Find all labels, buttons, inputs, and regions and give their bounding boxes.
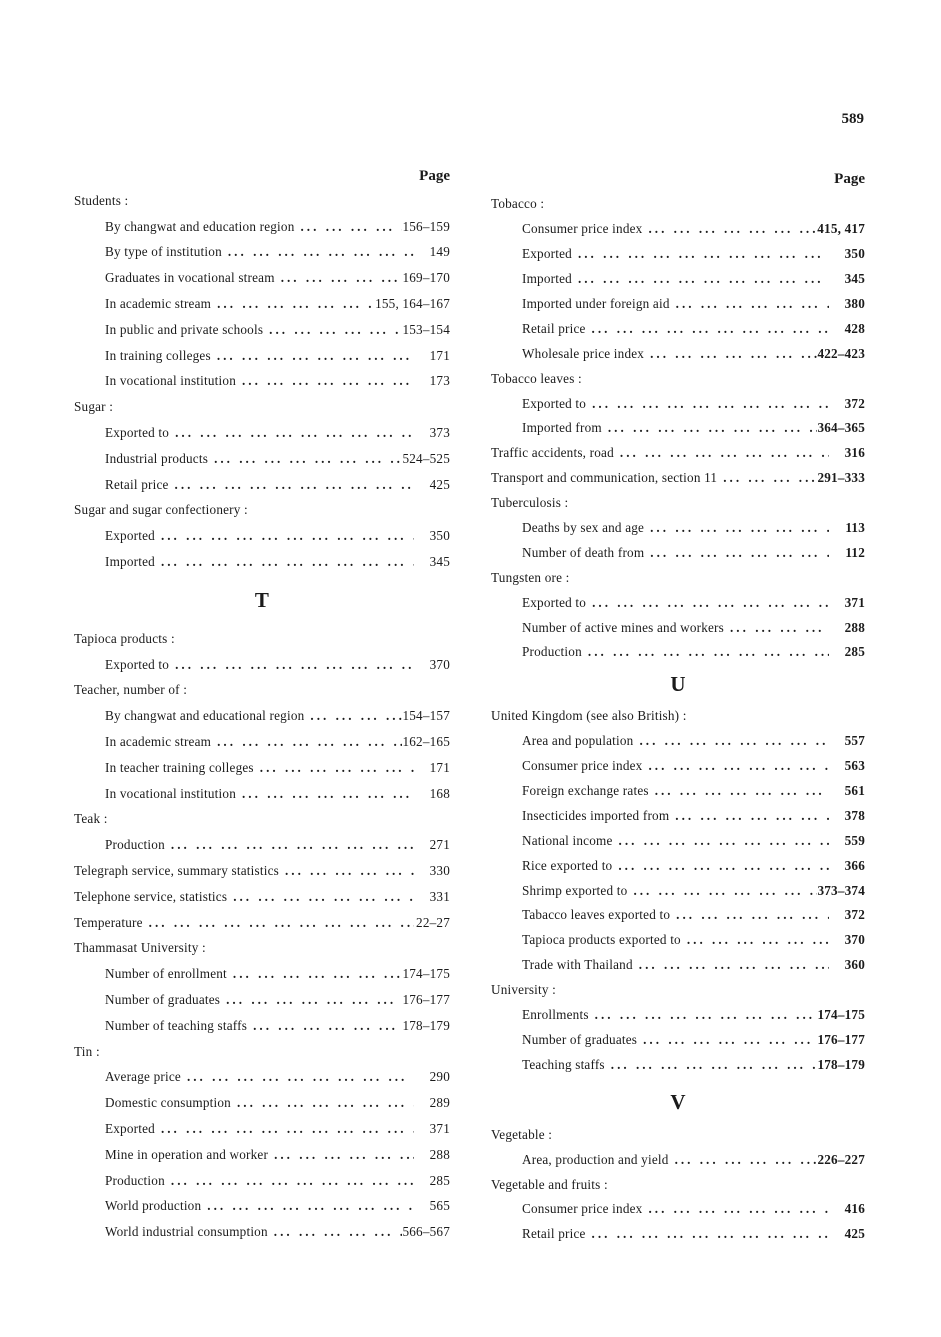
page-reference: 162–165 (402, 734, 450, 750)
entry-text: Exported to (522, 395, 587, 411)
leader-dots (227, 889, 414, 905)
leader-dots (644, 346, 817, 362)
entry-text: Number of death from (522, 544, 645, 560)
entry-text: Number of graduates (105, 992, 221, 1007)
entry-text: Production (105, 1172, 165, 1188)
page-reference: 524–525 (402, 450, 450, 466)
entry-text: Retail price (522, 1226, 586, 1242)
entry-text: Teak : (74, 811, 108, 827)
index-subentry (491, 878, 865, 903)
page-reference: 156–159 (402, 218, 450, 234)
index-subentry (74, 755, 450, 781)
index-subentry (491, 754, 865, 779)
entry-text: Exported (105, 528, 155, 544)
leader-dots (612, 858, 829, 874)
entry-text: Consumer price index (522, 221, 643, 237)
entry-text: Tin : (74, 1043, 100, 1059)
section-letter: V (670, 1090, 686, 1115)
page-reference: 176–177 (817, 1031, 865, 1047)
leader-dots (642, 758, 829, 774)
entry-text: Consumer price index (522, 1201, 643, 1217)
index-heading (74, 807, 450, 833)
leader-dots (572, 271, 829, 287)
page-reference: 373 (429, 425, 450, 441)
page-reference: 561 (844, 783, 865, 799)
leader-dots (586, 595, 829, 611)
entry-text: United Kingdom (see also British) : (491, 708, 687, 724)
page-reference: 176–177 (402, 992, 450, 1007)
page-reference: 557 (844, 733, 865, 749)
page-reference: 171 (429, 759, 450, 775)
entry-text: Mine in operation and worker (105, 1146, 269, 1162)
page-reference: 371 (844, 594, 865, 610)
index-subentry (74, 1142, 450, 1168)
index-heading (491, 192, 865, 217)
index-subentry (74, 781, 450, 807)
leader-dots (670, 907, 829, 923)
leader-dots (586, 396, 829, 412)
leader-dots (263, 322, 402, 338)
entry-text: Shrimp exported to (522, 882, 628, 898)
page-reference: 291–333 (817, 470, 865, 486)
page-reference: 416 (844, 1201, 865, 1217)
page-reference: 174–175 (402, 966, 450, 982)
leader-dots (613, 833, 829, 849)
leader-dots (165, 837, 414, 853)
leader-dots (268, 1147, 414, 1163)
entry-text: Vegetable and fruits : (491, 1176, 608, 1192)
page-reference: 178–179 (817, 1056, 865, 1072)
page-reference: 345 (429, 554, 450, 570)
entry-text: Exported (105, 1120, 155, 1136)
entry-text: Students : (74, 192, 129, 208)
index-subentry (491, 540, 865, 565)
index-subentry (74, 291, 450, 317)
index-subentry (491, 640, 865, 665)
entry-text: In vocational institution (105, 373, 236, 389)
leader-dots (254, 760, 414, 776)
entry-text: Teacher, number of : (74, 682, 188, 698)
leader-dots (614, 445, 829, 461)
page-reference: 331 (429, 888, 450, 904)
page-reference: 380 (844, 296, 865, 311)
leader-dots (181, 1069, 414, 1085)
index-subentry (74, 446, 450, 472)
page-reference: 428 (844, 320, 865, 336)
index-subentry (74, 523, 450, 549)
index-subentry (491, 828, 865, 853)
leader-dots (295, 219, 403, 235)
entry-text: Imported from (522, 420, 602, 436)
index-subentry (491, 341, 865, 366)
leader-dots (231, 1095, 414, 1111)
entry-text: By type of institution (105, 244, 222, 260)
entry-text: Trade with Thailand (522, 957, 633, 973)
index-subentry (74, 265, 450, 291)
index-heading (74, 678, 450, 704)
entry-text: Retail price (105, 476, 169, 492)
index-subentry (491, 1147, 865, 1172)
page-reference: 173 (429, 373, 450, 389)
page-reference: 174–175 (817, 1007, 865, 1023)
index-subentry (491, 803, 865, 828)
page-reference: 171 (429, 347, 450, 363)
index-subentry (74, 420, 450, 446)
index-subentry (74, 214, 450, 240)
entry-text: Retail price (522, 320, 586, 336)
entry-text: Temperature (74, 914, 143, 930)
entry-text: Number of teaching staffs (105, 1017, 248, 1033)
index-heading (74, 936, 450, 962)
leader-dots (633, 733, 829, 749)
entry-text: In public and private schools (105, 321, 264, 337)
leader-dots (572, 246, 829, 262)
leader-dots (717, 470, 817, 486)
leader-dots (211, 348, 414, 364)
entry-text: World industrial consumption (105, 1224, 268, 1240)
entry-text: Tapioca products : (74, 630, 175, 646)
entry-text: Foreign exchange rates (522, 783, 649, 799)
page-reference: 371 (429, 1120, 450, 1136)
section-letter: U (670, 671, 686, 696)
entry-text: Exported (522, 246, 572, 262)
page-reference: 153–154 (402, 321, 450, 337)
index-subentry (491, 615, 865, 640)
index-heading (491, 565, 865, 590)
index-subentry (74, 1193, 450, 1219)
leader-dots (586, 321, 829, 337)
page-reference: 370 (844, 932, 865, 948)
entry-text: By changwat and educational region (105, 708, 305, 724)
leader-dots (220, 992, 402, 1008)
index-heading (491, 441, 865, 466)
index-heading (74, 498, 450, 524)
page-number: 589 (841, 111, 864, 127)
index-subentry (74, 369, 450, 395)
index-entries (74, 188, 450, 1245)
leader-dots (589, 1007, 818, 1023)
index-subentry (74, 240, 450, 266)
leader-dots (642, 1201, 829, 1217)
entry-text: In academic stream (105, 734, 212, 750)
page-reference: 330 (429, 863, 450, 879)
leader-dots (236, 786, 414, 802)
leader-dots (155, 554, 414, 570)
index-subentry (491, 1028, 865, 1053)
entry-text: University : (491, 982, 557, 998)
page-reference: 288 (844, 619, 865, 635)
leader-dots (169, 477, 414, 493)
leader-dots (201, 1198, 414, 1214)
leader-dots (211, 296, 375, 312)
entry-text: Wholesale price index (522, 345, 645, 361)
index-subentry (74, 652, 450, 678)
index-subentry (74, 703, 450, 729)
entry-text: Consumer price index (522, 758, 643, 774)
leader-dots (681, 932, 829, 948)
page-reference: 415, 417 (817, 221, 865, 237)
index-subentry (491, 1052, 865, 1077)
leader-dots (211, 734, 402, 750)
leader-dots (304, 708, 402, 724)
page-reference: 350 (429, 528, 450, 544)
leader-dots (670, 296, 829, 312)
page-reference: 425 (844, 1226, 865, 1242)
page-reference: 422–423 (817, 345, 865, 361)
leader-dots (165, 1173, 414, 1189)
leader-dots (247, 1018, 402, 1034)
index-subentry (491, 903, 865, 928)
page-reference: 289 (429, 1095, 450, 1111)
index-heading (74, 626, 450, 652)
index-subentry (74, 549, 450, 575)
entry-text: Tuberculosis : (491, 495, 569, 511)
leader-dots (724, 620, 829, 636)
leader-dots (642, 221, 817, 237)
entry-text: Graduates in vocational stream (105, 270, 275, 286)
page-reference: 566–567 (402, 1224, 450, 1240)
entry-text: Production (105, 837, 165, 853)
index-heading (491, 978, 865, 1003)
entry-text: In academic stream (105, 296, 212, 312)
index-subentry (74, 832, 450, 858)
entry-text: Average price (105, 1069, 181, 1085)
index-subentry (491, 416, 865, 441)
leader-dots (268, 1224, 403, 1240)
index-subentry (491, 590, 865, 615)
leader-dots (169, 657, 414, 673)
leader-dots (227, 966, 403, 982)
index-heading (74, 188, 450, 214)
entry-text: Domestic consumption (105, 1095, 231, 1111)
leader-dots (169, 425, 414, 441)
page-reference: 168 (429, 785, 450, 801)
entry-text: Tobacco leaves : (491, 370, 582, 386)
page-reference: 563 (844, 758, 865, 774)
page-reference: 345 (844, 271, 865, 287)
page-reference: 149 (429, 244, 450, 260)
leader-dots (208, 451, 402, 467)
index-heading (74, 910, 450, 936)
entry-text: Industrial products (105, 450, 209, 466)
index-subentry (74, 1065, 450, 1091)
page-column-label: Page (419, 168, 450, 184)
page-reference: 154–157 (402, 708, 450, 724)
entry-text: Exported to (105, 425, 170, 441)
entry-text: By changwat and education region (105, 218, 295, 234)
entry-text: In teacher training colleges (105, 759, 254, 775)
leader-dots (637, 1032, 817, 1048)
index-subentry (74, 1013, 450, 1039)
leader-dots (586, 1226, 829, 1242)
index-subentry (74, 472, 450, 498)
entry-text: Deaths by sex and age (522, 520, 645, 536)
index-heading (74, 394, 450, 420)
leader-dots (155, 528, 414, 544)
index-subentry (491, 779, 865, 804)
leader-dots (275, 270, 403, 286)
index-subentry (491, 316, 865, 341)
page-reference: 372 (844, 907, 865, 923)
leader-dots (582, 644, 829, 660)
entry-text: Number of graduates (522, 1031, 638, 1047)
page-reference: 271 (429, 837, 450, 853)
index-subentry (491, 292, 865, 317)
index-heading (74, 884, 450, 910)
index-heading (491, 466, 865, 491)
index-subentry (491, 853, 865, 878)
page-reference: 22–27 (416, 914, 450, 930)
entry-text: In vocational institution (105, 785, 236, 801)
index-subentry (491, 953, 865, 978)
entry-text: Teaching staffs (522, 1056, 605, 1072)
index-subentry (491, 391, 865, 416)
page-reference: 350 (844, 246, 865, 262)
leader-dots (143, 915, 414, 931)
leader-dots (279, 863, 414, 879)
leader-dots (155, 1121, 414, 1137)
page-reference: 565 (429, 1198, 450, 1214)
leader-dots (602, 420, 818, 436)
index-subentry (74, 343, 450, 369)
entry-text: Area and population (522, 733, 634, 749)
index-subentry (491, 1003, 865, 1028)
page-reference: 112 (845, 544, 865, 560)
page-reference: 290 (429, 1069, 450, 1085)
entry-text: World production (105, 1198, 202, 1214)
entry-text: Enrollments (522, 1007, 589, 1023)
index-heading (491, 366, 865, 391)
index-heading (491, 704, 865, 729)
index-subentry (491, 1222, 865, 1247)
index-heading (491, 491, 865, 516)
index-subentry (74, 1168, 450, 1194)
entry-text: Tungsten ore : (491, 569, 570, 585)
index-subentry (74, 1116, 450, 1142)
leader-dots (627, 883, 817, 899)
entry-text: Insecticides imported from (522, 807, 670, 823)
entry-text: Exported to (522, 594, 587, 610)
index-subentry (491, 516, 865, 541)
entry-text: Imported (105, 554, 155, 570)
entry-text: Telegraph service, summary statistics (74, 863, 279, 879)
leader-dots (649, 783, 829, 799)
entry-text: Imported under foreign aid (522, 296, 670, 311)
page-reference: 226–227 (817, 1151, 865, 1167)
page-reference: 559 (844, 832, 865, 848)
page-reference: 288 (429, 1146, 450, 1162)
leader-dots (644, 520, 829, 536)
page-reference: 113 (845, 520, 865, 536)
index-subentry (491, 217, 865, 242)
index-subentry (491, 729, 865, 754)
index-subentry (74, 961, 450, 987)
index-heading (74, 858, 450, 884)
page-reference: 364–365 (817, 420, 865, 436)
index-subentry (74, 987, 450, 1013)
page-reference: 285 (844, 644, 865, 660)
entry-text: Transport and communication, section 11 (491, 470, 718, 486)
leader-dots (633, 957, 829, 973)
page-reference: 373–374 (817, 882, 865, 898)
page-reference: 425 (429, 476, 450, 492)
leader-dots (236, 373, 414, 389)
entry-text: Vegetable : (491, 1126, 553, 1142)
index-subentry (74, 729, 450, 755)
index-subentry (491, 267, 865, 292)
page-reference: 169–170 (402, 270, 450, 286)
index-subentry (74, 1219, 450, 1245)
page-reference: 372 (844, 395, 865, 411)
entry-text: Sugar and sugar confectionery : (74, 502, 248, 518)
entry-text: Tobacco : (491, 196, 545, 212)
entry-text: Telephone service, statistics (74, 888, 228, 904)
entry-text: Sugar : (74, 399, 114, 415)
index-subentry (491, 928, 865, 953)
page-reference: 366 (844, 857, 865, 873)
page-reference: 178–179 (402, 1017, 450, 1033)
index-heading (491, 1172, 865, 1197)
index-heading (491, 1122, 865, 1147)
entry-text: Number of enrollment (105, 966, 227, 982)
page-reference: 316 (844, 445, 865, 461)
entry-text: Production (522, 644, 582, 660)
index-heading (74, 1039, 450, 1065)
page-reference: 285 (429, 1172, 450, 1188)
index-entries (491, 192, 865, 1247)
index-subentry (491, 242, 865, 267)
page-reference: 155, 164–167 (375, 296, 450, 312)
entry-text: National income (522, 832, 613, 848)
page-column-label: Page (834, 171, 865, 187)
entry-text: Tabacco leaves exported to (522, 907, 671, 923)
leader-dots (669, 1152, 818, 1168)
entry-text: Traffic accidents, road (491, 445, 614, 461)
page-reference: 360 (844, 957, 865, 973)
page-reference: 378 (844, 807, 865, 823)
entry-text: In training colleges (105, 347, 211, 363)
leader-dots (644, 545, 829, 561)
index-subentry (491, 1197, 865, 1222)
entry-text: Imported (522, 271, 572, 287)
index-subentry (74, 317, 450, 343)
entry-text: Number of active mines and workers (522, 619, 724, 635)
entry-text: Tapioca products exported to (522, 932, 681, 948)
leader-dots (222, 244, 414, 260)
section-letter: T (254, 587, 270, 612)
entry-text: Thammasat University : (74, 940, 206, 956)
leader-dots (669, 808, 829, 824)
page-reference: 370 (429, 656, 450, 672)
entry-text: Rice exported to (522, 857, 613, 873)
index-subentry (74, 1090, 450, 1116)
entry-text: Area, production and yield (522, 1151, 669, 1167)
leader-dots (605, 1057, 818, 1073)
entry-text: Exported to (105, 656, 170, 672)
